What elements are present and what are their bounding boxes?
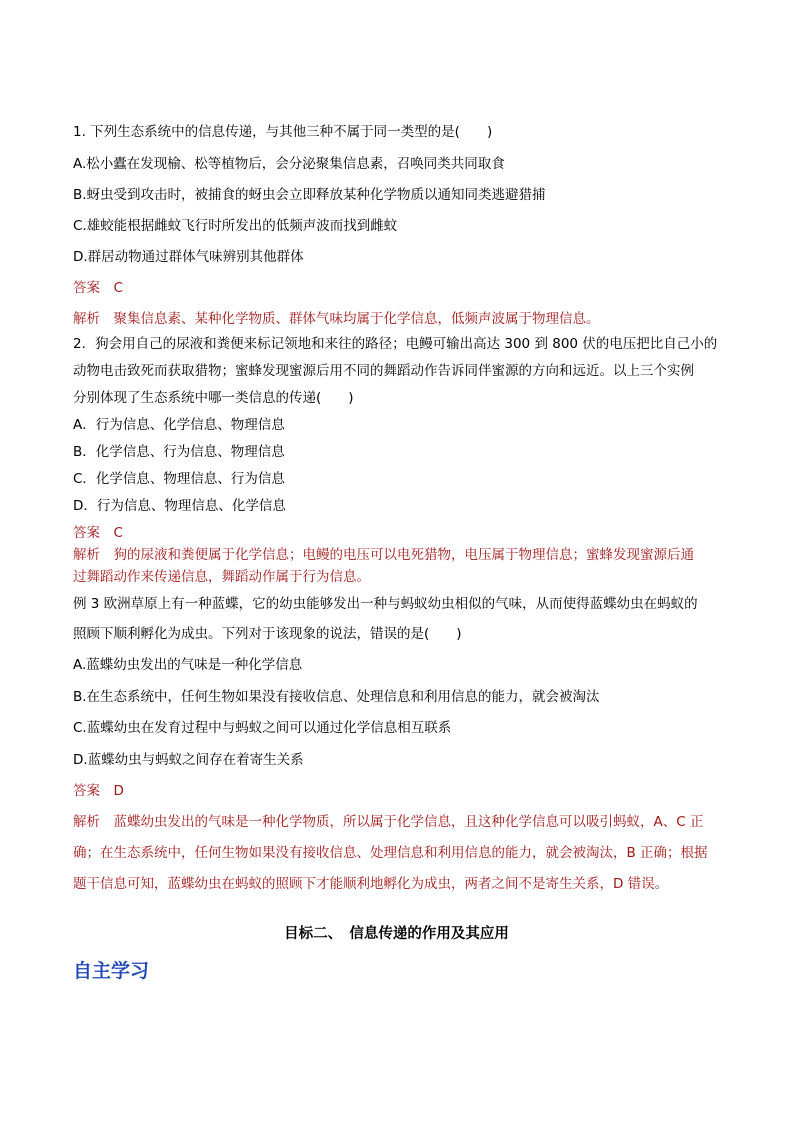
q2-stem-line-2: 动物电击致死而获取猎物；蜜蜂发现蜜源后用不同的舞蹈动作告诉同伴蜜源的方向和远近。以上三个实例 (73, 363, 694, 379)
q3-option-b: B.在生态系统中，任何生物如果没有接收信息、处理信息和利用信息的能力，就会被淘汰 (73, 689, 600, 705)
q1-option-d: D.群居动物通过群体气味辨别其他群体 (73, 249, 304, 265)
q3-option-a: A.蓝蝶幼虫发出的气味是一种化学信息 (73, 657, 303, 673)
q1-option-c: C.雄蛟能根据雌蚊飞行时所发出的低频声波而找到雌蚊 (73, 218, 398, 234)
q2-answer: 答案 C (73, 525, 123, 541)
q1-analysis: 解析 聚集信息素、某种化学物质、群体气味均属于化学信息，低频声波属于物理信息。 (73, 311, 600, 327)
q3-analysis-line-2: 确；在生态系统中，任何生物如果没有接收信息、处理信息和利用信息的能力，就会被淘汰，B 正确；根据 (73, 845, 708, 861)
q1-option-a: A.松小蠹在发现榆、松等植物后，会分泌聚集信息素，召唤同类共同取食 (73, 156, 505, 172)
q2-option-d: D．行为信息、物理信息、化学信息 (73, 498, 286, 514)
q3-option-d: D.蓝蝶幼虫与蚂蚁之间存在着寄生关系 (73, 752, 304, 768)
section-subheading: 自主学习 (73, 960, 150, 982)
q2-option-b: B．化学信息、行为信息、物理信息 (73, 444, 285, 460)
q2-analysis-line-1: 解析 狗的尿液和粪便属于化学信息；电鳗的电压可以电死猎物，电压属于物理信息；蜜蜂发现蜜源后通 (73, 547, 694, 563)
q3-analysis-line-3: 题干信息可知，蓝蝶幼虫在蚂蚁的照顾下才能顺利地孵化为成虫，两者之间不是寄生关系，D 错误。 (73, 876, 669, 892)
q2-stem-line-1: 2．狗会用自己的尿液和粪便来标记领地和来往的路径；电鳗可输出高达 300 到 800 伏的电压把比自己小的 (73, 336, 718, 352)
q3-option-c: C.蓝蝶幼虫在发育过程中与蚂蚁之间可以通过化学信息相互联系 (73, 720, 452, 736)
q1-option-b: B.蚜虫受到攻击时，被捕食的蚜虫会立即释放某种化学物质以通知同类逃避猎捕 (73, 187, 546, 203)
q2-analysis-line-2: 过舞蹈动作来传递信息，舞蹈动作属于行为信息。 (73, 569, 370, 585)
q2-stem-line-3: 分别体现了生态系统中哪一类信息的传递( ) (73, 390, 354, 406)
q3-stem-line-1: 例 3 欧洲草原上有一种蓝蝶，它的幼虫能够发出一种与蚂蚁幼虫相似的气味，从而使得蓝蝶幼虫在蚂蚁的 (73, 596, 698, 612)
q3-answer: 答案 D (73, 783, 124, 799)
q2-option-a: A．行为信息、化学信息、物理信息 (73, 417, 285, 433)
q2-option-c: C．化学信息、物理信息、行为信息 (73, 471, 285, 487)
q3-analysis-line-1: 解析 蓝蝶幼虫发出的气味是一种化学物质，所以属于化学信息，且这种化学信息可以吸引蚂蚁，A、C 正 (73, 814, 704, 830)
section-heading: 目标二、 信息传递的作用及其应用 (284, 926, 509, 942)
q1-answer: 答案 C (73, 280, 123, 296)
q1-stem: 1. 下列生态系统中的信息传递，与其他三种不属于同一类型的是( ) (73, 124, 493, 140)
q3-stem-line-2: 照顾下顺利孵化为成虫。下列对于该现象的说法，错误的是( ) (73, 626, 462, 642)
